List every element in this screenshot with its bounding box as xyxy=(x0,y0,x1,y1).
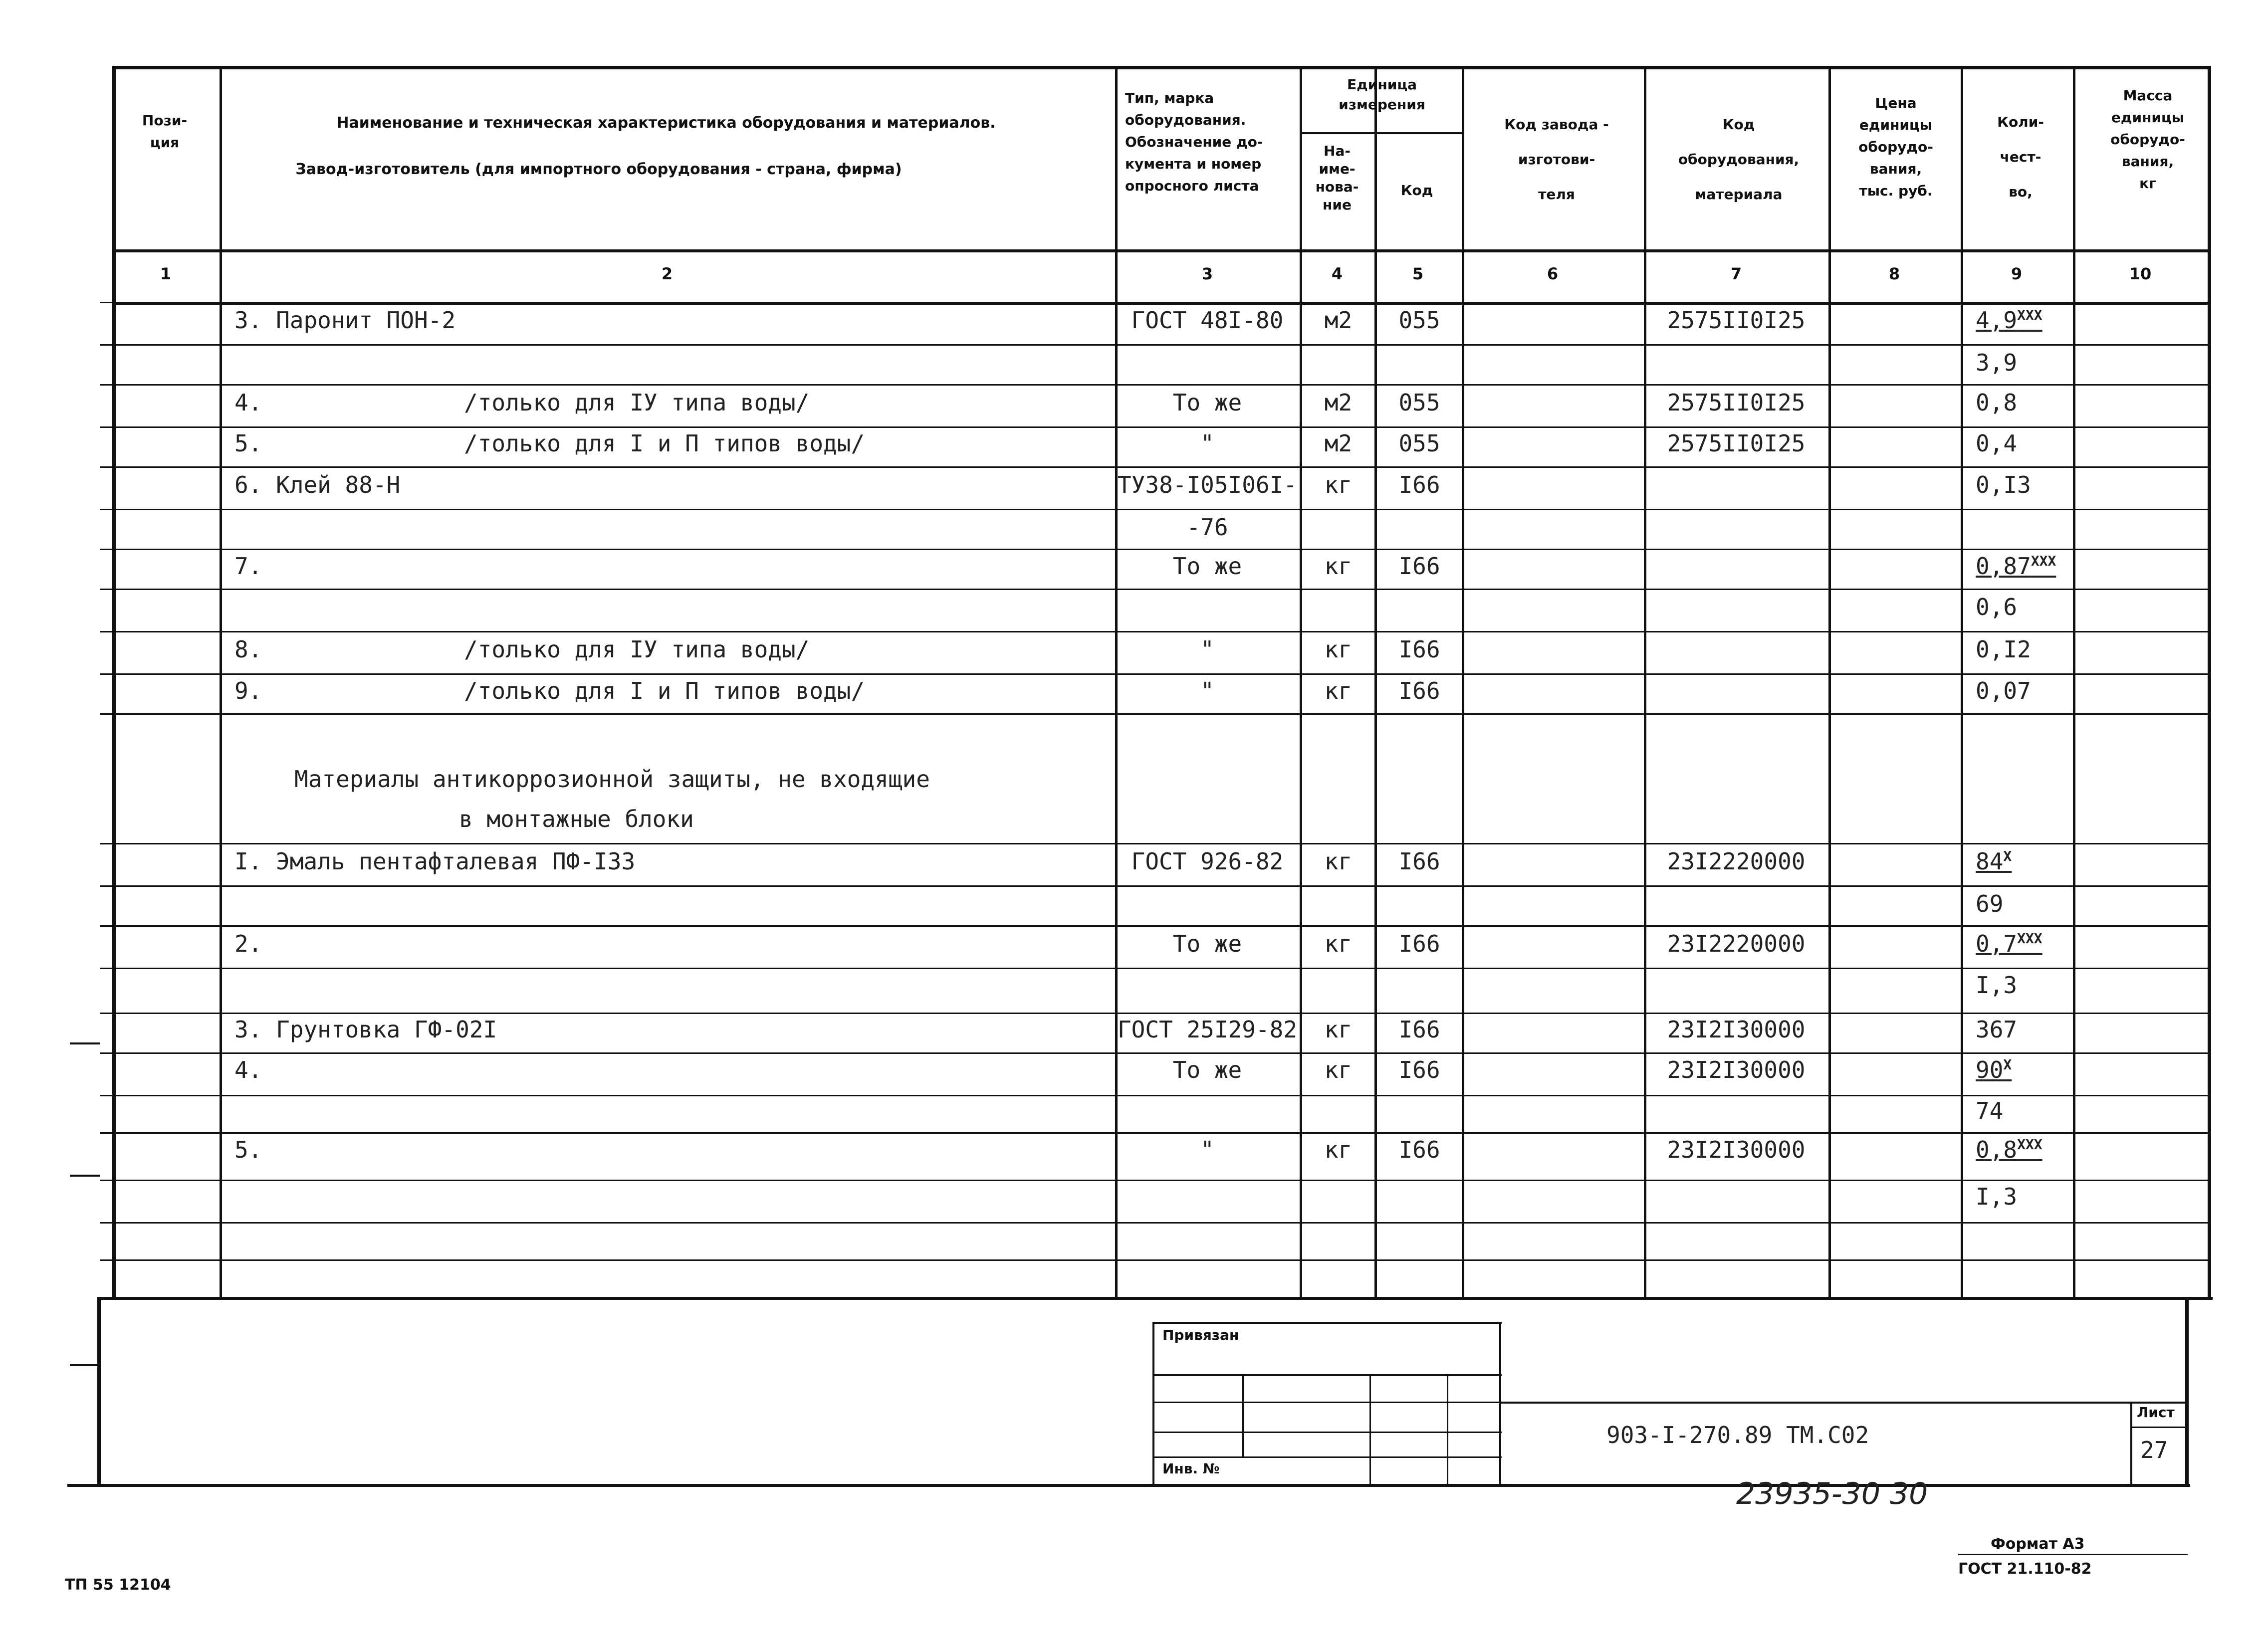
item-document: " xyxy=(1200,636,1214,663)
format-label: Формат А3 xyxy=(1991,1535,2085,1553)
handwritten-number: 23935-30 30 xyxy=(1736,1476,1928,1511)
item-document: ТУ38-I05I06I- xyxy=(1117,471,1298,498)
item-note: /только для IУ типа воды/ xyxy=(464,636,810,663)
row-divider xyxy=(100,549,2210,550)
stamp-line xyxy=(1242,1374,1244,1456)
inv-label: Инв. № xyxy=(1162,1460,1220,1477)
tp-label: ТП 55 12104 xyxy=(65,1576,171,1594)
item-name: 5. xyxy=(234,430,262,457)
row-divider xyxy=(100,885,2210,887)
material-code: 23I2220000 xyxy=(1667,930,1806,957)
quantity: 0,4 xyxy=(1976,430,2018,457)
unit-code: I66 xyxy=(1398,636,1440,663)
material-code: 23I2I30000 xyxy=(1667,1136,1806,1163)
row-divider xyxy=(100,1052,2210,1054)
gost-label: ГОСТ 21.110-82 xyxy=(1958,1560,2092,1578)
column-number: 2 xyxy=(661,264,673,283)
header-unit-name: На- име- нова- ние xyxy=(1315,143,1359,213)
unit-name: кг xyxy=(1324,1136,1353,1163)
item-name: 5. xyxy=(234,1136,262,1163)
material-code: 2575II0I25 xyxy=(1667,430,1806,457)
header-material-code: Код оборудования, материала xyxy=(1678,116,1800,203)
material-code: 2575II0I25 xyxy=(1667,307,1806,334)
item-document: То же xyxy=(1172,553,1242,580)
item-name: 4. xyxy=(234,389,262,416)
item-name: 2. xyxy=(234,930,262,957)
table-top-border xyxy=(112,66,2210,69)
header-subdivider xyxy=(1300,132,1462,134)
section-heading-line2: в монтажные блоки xyxy=(459,806,694,832)
quantity: $90^X$ xyxy=(1976,1056,2012,1083)
margin-tick xyxy=(70,1364,100,1366)
row-divider xyxy=(100,968,2210,969)
row-divider xyxy=(100,344,2210,346)
header-factory-code: Код завода - изготови- теля xyxy=(1504,116,1609,203)
item-document: ГОСТ 25I29-82 xyxy=(1117,1016,1298,1043)
header-name-line2: Завод-изготовитель (для импортного оборудования - страна, фирма) xyxy=(295,161,902,178)
row-divider xyxy=(100,1095,2210,1096)
quantity: $84^X$ xyxy=(1976,848,2012,875)
header-name-line1: Наименование и техническая характеристика оборудования и материалов. xyxy=(336,114,996,132)
quantity: $0,87^{XXX}$ xyxy=(1976,553,2056,580)
item-note: /только для IУ типа воды/ xyxy=(464,389,810,416)
unit-code: I66 xyxy=(1398,930,1440,957)
unit-code: 055 xyxy=(1398,389,1440,416)
stamp-line xyxy=(2130,1427,2188,1428)
stamp-line xyxy=(1152,1432,1502,1433)
unit-code: 055 xyxy=(1398,307,1440,334)
item-document: То же xyxy=(1172,1056,1242,1083)
item-name: 4. xyxy=(234,1056,262,1083)
row-divider xyxy=(100,1132,2210,1134)
unit-code: I66 xyxy=(1398,848,1440,875)
frame-left xyxy=(97,1297,101,1486)
sheet-label: Лист xyxy=(2137,1404,2175,1421)
unit-name: кг xyxy=(1324,553,1353,580)
item-document: То же xyxy=(1172,930,1242,957)
item-document: ГОСТ 926-82 xyxy=(1131,848,1284,875)
column-number: 5 xyxy=(1412,264,1424,283)
header-unit-code: Код xyxy=(1400,182,1433,199)
unit-code: I66 xyxy=(1398,677,1440,704)
header-position: Пози- ция xyxy=(142,112,188,151)
header-quantity: Коли- чест- во, xyxy=(1997,114,2044,200)
margin-tick xyxy=(70,1042,100,1044)
unit-code: I66 xyxy=(1398,553,1440,580)
table-bottom-border xyxy=(97,1297,2213,1300)
material-code: 2575II0I25 xyxy=(1667,389,1806,416)
quantity: 69 xyxy=(1976,890,2004,917)
stamp-line xyxy=(1499,1322,1501,1486)
row-divider xyxy=(100,1013,2210,1014)
item-note: /только для I и П типов воды/ xyxy=(464,677,865,704)
row-divider xyxy=(100,426,2210,428)
unit-name: м2 xyxy=(1324,389,1353,416)
quantity: I,3 xyxy=(1976,972,2018,999)
bound-label: Привязан xyxy=(1162,1327,1239,1343)
quantity: 367 xyxy=(1976,1016,2018,1043)
header-unit-group: Единица измерения xyxy=(1339,76,1425,113)
item-note: /только для I и П типов воды/ xyxy=(464,430,865,457)
header-type: Тип, марка оборудования. Обозначение до- кумента и номер опросного листа xyxy=(1125,90,1263,194)
sheet-number: 27 xyxy=(2140,1437,2168,1463)
unit-name: м2 xyxy=(1324,430,1353,457)
footer-rule xyxy=(1958,1554,2188,1555)
column-number: 6 xyxy=(1547,264,1559,283)
unit-code: I66 xyxy=(1398,1136,1440,1163)
item-name: 3. Паронит ПОН-2 xyxy=(234,307,456,334)
row-divider xyxy=(100,843,2210,844)
quantity: I,3 xyxy=(1976,1183,2018,1210)
unit-name: кг xyxy=(1324,1056,1353,1083)
row-divider xyxy=(100,673,2210,675)
stamp-line xyxy=(1447,1374,1448,1486)
quantity: 0,I2 xyxy=(1976,636,2031,663)
item-name: I. Эмаль пентафталевая ПФ-I33 xyxy=(234,848,636,875)
item-document: " xyxy=(1200,1136,1214,1163)
unit-name: кг xyxy=(1324,1016,1353,1043)
stamp-line xyxy=(1152,1456,1502,1458)
stamp-line xyxy=(2130,1402,2132,1486)
margin-tick xyxy=(70,1175,100,1177)
unit-name: кг xyxy=(1324,930,1353,957)
unit-name: кг xyxy=(1324,636,1353,663)
row-divider xyxy=(100,302,2210,303)
row-divider xyxy=(100,713,2210,715)
column-number: 10 xyxy=(2129,264,2152,283)
unit-code: I66 xyxy=(1398,1016,1440,1043)
item-name: 6. Клей 88-Н xyxy=(234,471,401,498)
doc-code: 903-I-270.89 ТМ.С02 xyxy=(1606,1422,1869,1448)
item-name: 8. xyxy=(234,636,262,663)
header-bottom-border xyxy=(112,249,2210,252)
section-heading-line1: Материалы антикоррозионной защиты, не входящие xyxy=(294,766,930,793)
quantity: 74 xyxy=(1976,1097,2004,1124)
unit-name: кг xyxy=(1324,471,1353,498)
row-divider xyxy=(100,466,2210,468)
quantity: 0,8 xyxy=(1976,389,2018,416)
material-code: 23I2I30000 xyxy=(1667,1056,1806,1083)
row-divider xyxy=(100,384,2210,386)
unit-code: I66 xyxy=(1398,1056,1440,1083)
row-divider xyxy=(100,1180,2210,1181)
quantity: 0,I3 xyxy=(1976,471,2031,498)
item-name: 7. xyxy=(234,553,262,580)
item-document: -76 xyxy=(1186,514,1228,541)
material-code: 23I2I30000 xyxy=(1667,1016,1806,1043)
quantity: 3,9 xyxy=(1976,349,2018,376)
footnote-mark: X xyxy=(2003,1056,2012,1073)
row-divider xyxy=(100,1259,2210,1261)
quantity: $4,9^{XXX}$ xyxy=(1976,307,2042,334)
unit-name: м2 xyxy=(1324,307,1353,334)
stamp-line xyxy=(1369,1374,1371,1486)
unit-name: кг xyxy=(1324,848,1353,875)
unit-code: I66 xyxy=(1398,471,1440,498)
stamp-line xyxy=(1152,1402,1502,1403)
row-divider xyxy=(100,631,2210,632)
header-price: Цена единицы оборудо- вания, тыс. руб. xyxy=(1858,95,1933,199)
column-number: 7 xyxy=(1730,264,1742,283)
item-document: То же xyxy=(1172,389,1242,416)
column-number: 9 xyxy=(2011,264,2023,283)
stamp-line xyxy=(1152,1322,1502,1324)
footnote-mark: XXX xyxy=(2017,1136,2042,1153)
unit-name: кг xyxy=(1324,677,1353,704)
footnote-mark: XXX xyxy=(2017,307,2042,323)
row-divider xyxy=(100,589,2210,590)
header-mass: Масса единицы оборудо- вания, кг xyxy=(2110,87,2185,192)
item-document: " xyxy=(1200,430,1214,457)
footnote-mark: X xyxy=(2003,848,2012,864)
unit-code: 055 xyxy=(1398,430,1440,457)
footnote-mark: XXX xyxy=(2031,553,2056,569)
row-divider xyxy=(100,1222,2210,1224)
row-divider xyxy=(100,925,2210,927)
footnote-mark: XXX xyxy=(2017,930,2042,947)
material-code: 23I2220000 xyxy=(1667,848,1806,875)
column-number: 4 xyxy=(1331,264,1343,283)
stamp-line xyxy=(1152,1322,1154,1486)
quantity: $0,8^{XXX}$ xyxy=(1976,1136,2042,1163)
frame-right xyxy=(2185,1297,2189,1486)
column-number: 8 xyxy=(1888,264,1900,283)
column-number: 1 xyxy=(160,264,172,283)
item-name: 3. Грунтовка ГФ-02I xyxy=(234,1016,497,1043)
quantity: 0,07 xyxy=(1976,677,2031,704)
item-document: " xyxy=(1200,677,1214,704)
item-document: ГОСТ 48I-80 xyxy=(1131,307,1284,334)
quantity: $0,7^{XXX}$ xyxy=(1976,930,2042,957)
item-name: 9. xyxy=(234,677,262,704)
quantity: 0,6 xyxy=(1976,594,2018,620)
column-number: 3 xyxy=(1201,264,1213,283)
row-divider xyxy=(100,509,2210,510)
stamp-line xyxy=(1499,1402,2188,1404)
stamp-line xyxy=(1152,1374,1502,1376)
